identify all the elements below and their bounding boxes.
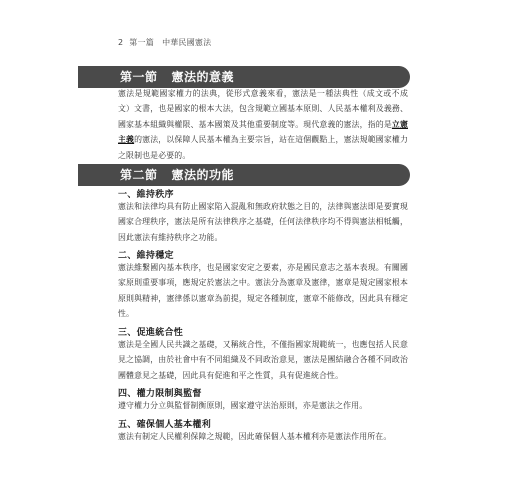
section-title: 憲法的功能 [171, 168, 235, 182]
paragraph-power-limits: 遵守權力分立與監督制衡原則，國家遵守法治原則，亦是憲法之作用。 [118, 401, 368, 410]
subheading-promote-integration: 三、促進統合性 [118, 328, 184, 338]
section-number: 第二節 [120, 168, 158, 182]
section-heading-meaning [78, 66, 410, 88]
subheading-power-limits: 四、權力限制與監督 [118, 389, 202, 399]
paragraph-protect-rights: 憲法有制定人民權利保障之規範，因此確保個人基本權利亦是憲法作用所在。 [118, 432, 392, 441]
paragraph-maintain-order: 憲法和法律均具有防止國家陷入混亂和無政府狀態之目的，法律與憲法即是要實現國家合理秩序，憲法是所有法律秩序之基礎，任何法律秩序均不得與憲法相牴觸，因此憲法有維持秩序之功能。 [118, 202, 408, 242]
paragraph-maintain-stability: 憲法維繫國內基本秩序，也是國家安定之要素，亦是國民意志之基本表現。有關國家原則重要事項，應規定於憲法之中。憲法分為憲章及憲律，憲章是規定國家根本原則與精神，憲律係以憲章為前提，規定各種制度，憲章不能修改，因此具有穩定性。 [118, 263, 408, 319]
subheading-protect-rights: 五、確保個人基本權利 [118, 420, 212, 430]
section-heading-function [78, 164, 410, 186]
paragraph-text-after: 的憲法，以保障人民基本權為主要宗旨，站在這個觀點上，憲法規範國家權力之限制也是必要的。 [118, 135, 408, 160]
subheading-maintain-stability: 二、維持穩定 [118, 251, 174, 261]
subheading-maintain-order: 一、維持秩序 [118, 190, 174, 200]
section-number: 第一節 [120, 70, 158, 84]
running-title: 第一篇 中華民國憲法 [129, 38, 212, 47]
paragraph-promote-integration: 憲法是全國人民共識之基礎，又稱統合性，不僅指國家規範統一，也應包括人民意見之協調，由於社會中有不同組織及不同政治意見，憲法是團結融合各種不同政治團體意見之基礎，因此具有促進和平之性質，具有促進統合性。 [118, 340, 408, 380]
section-meaning-paragraph [118, 86, 408, 163]
running-header [118, 37, 211, 48]
paragraph-text-before: 憲法是規範國家權力的法典，從形式意義來看，憲法是一種法典性（成文或不成文）文書，也是國家的根本大法，包含規範立國基本原則、人民基本權利及義務、國家基本組織與權限、基本國策及其他重要制度等。現代意義的憲法，指的是 [118, 89, 408, 129]
highlight-term: 立憲主義 [118, 119, 408, 145]
page-number: 2 [118, 38, 124, 47]
section-title: 憲法的意義 [171, 70, 235, 84]
